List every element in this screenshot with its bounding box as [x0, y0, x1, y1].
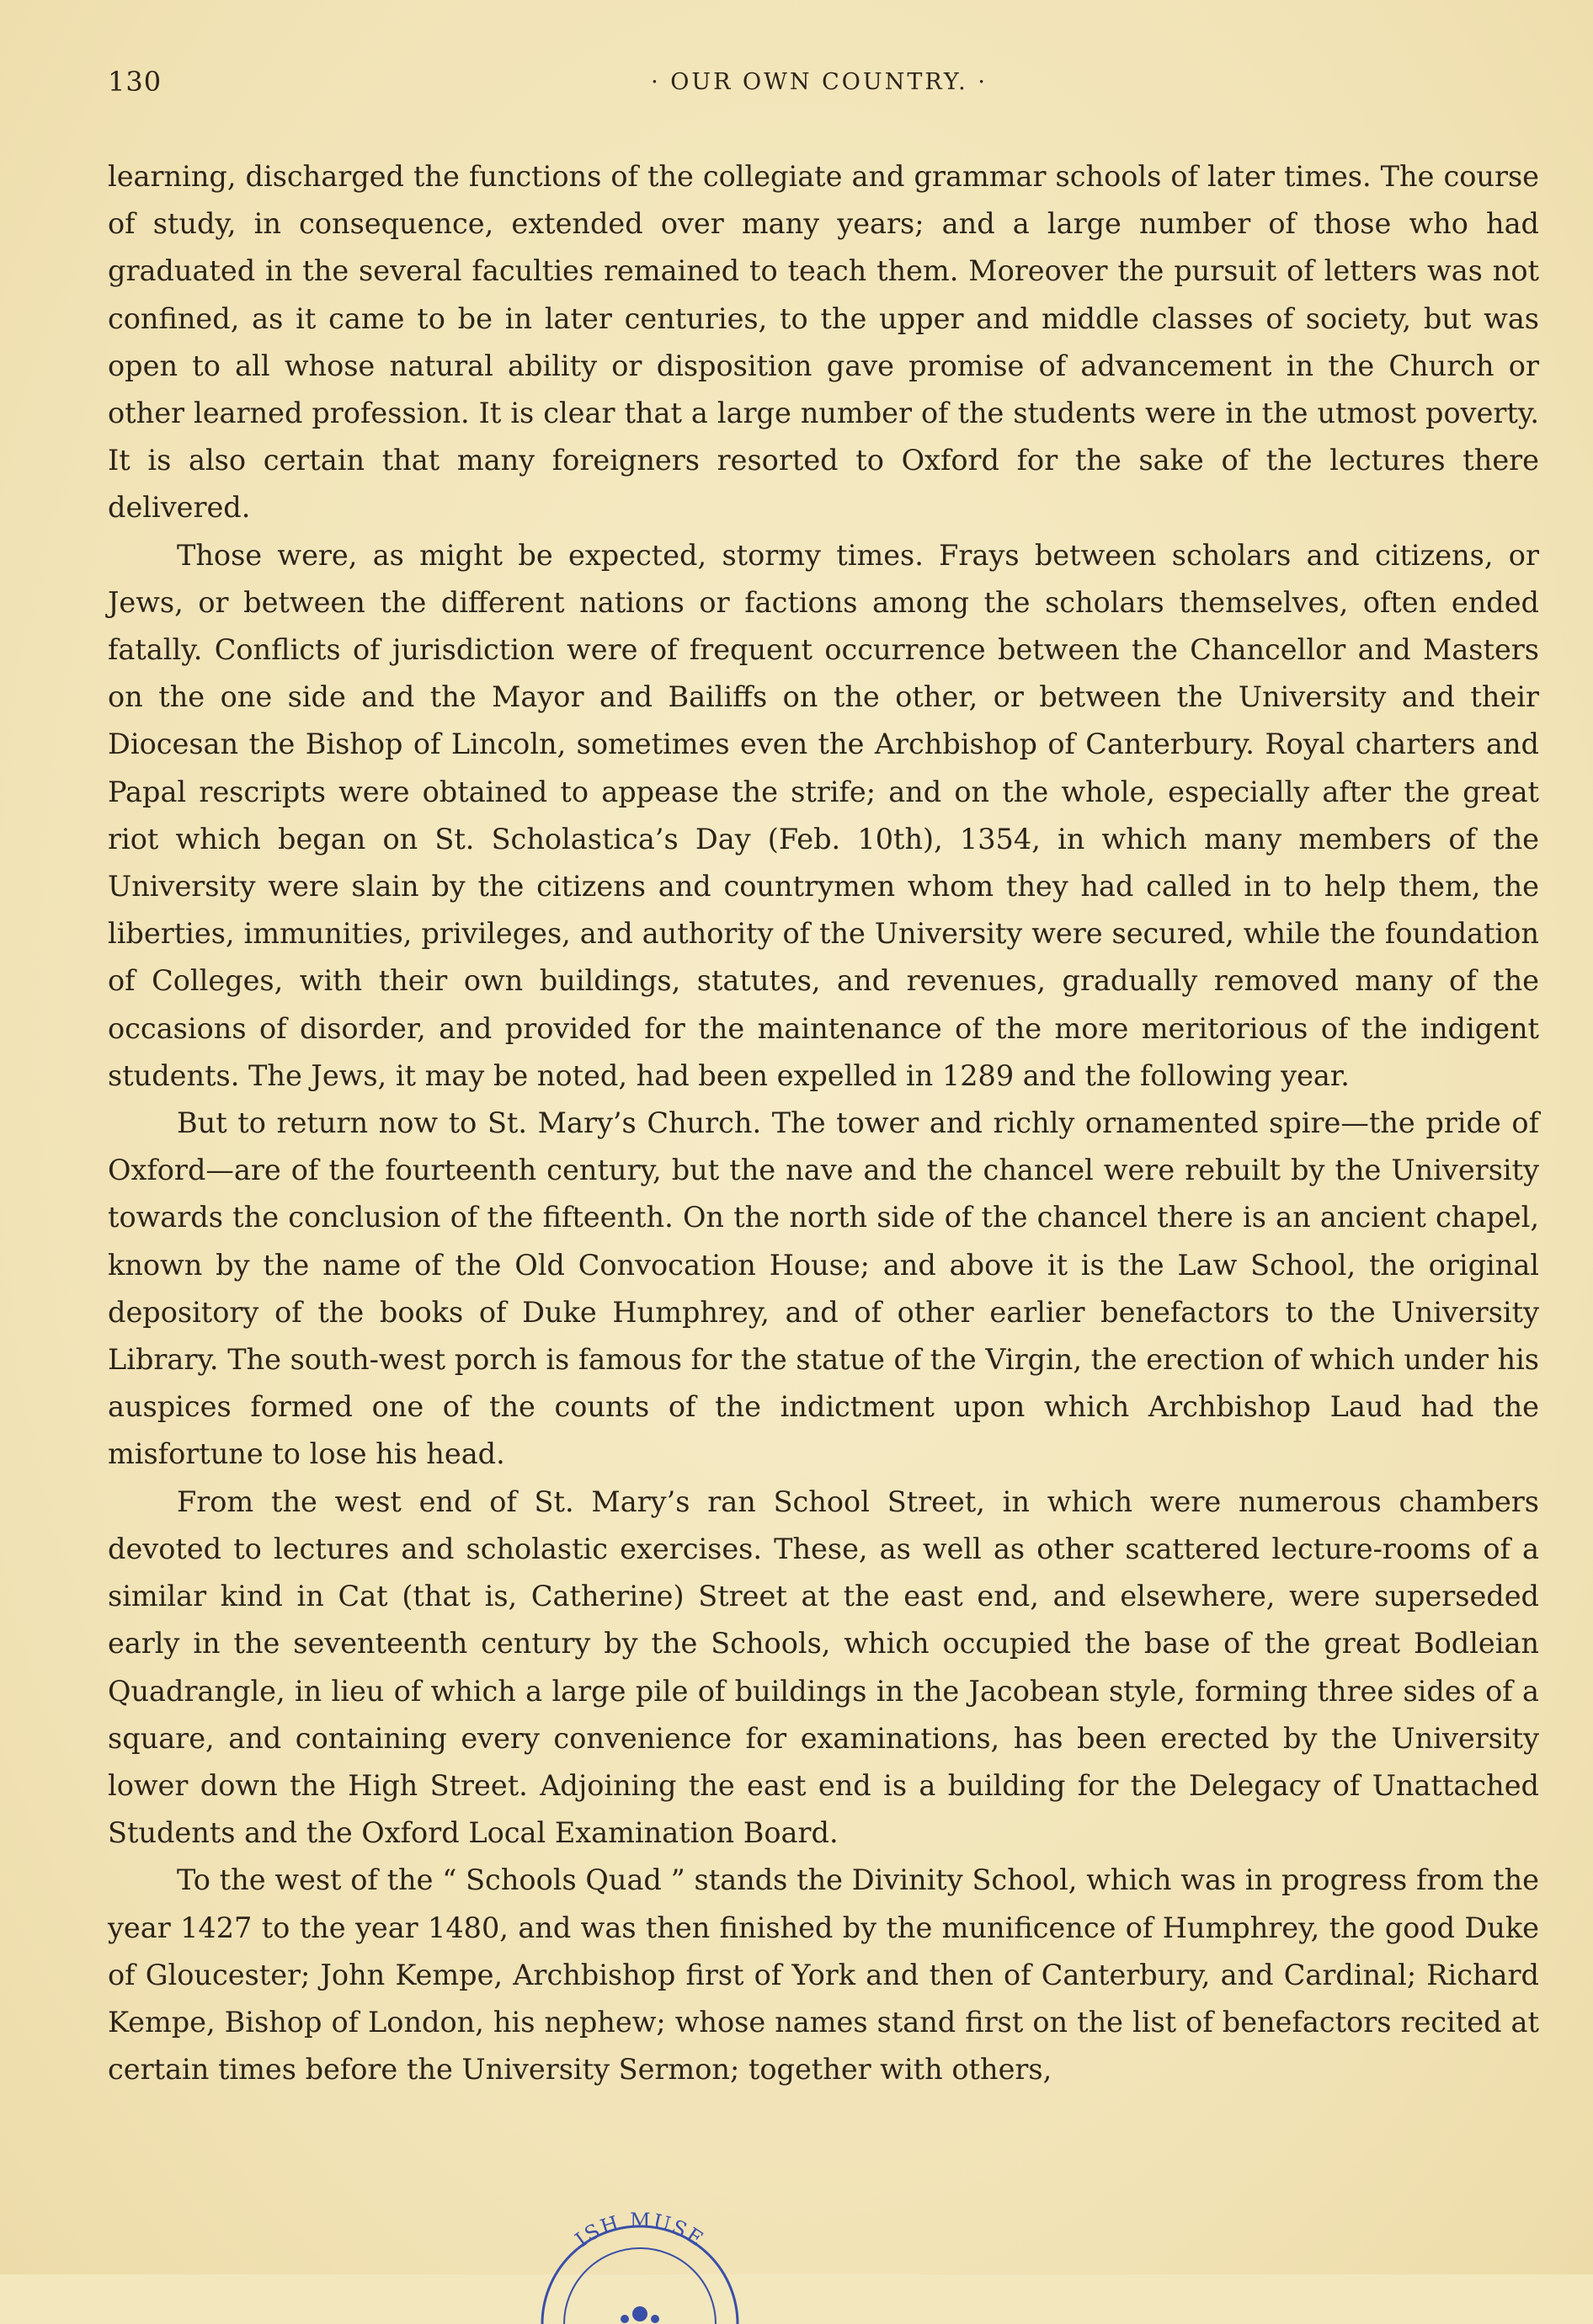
paragraph-3: But to return now to St. Mary’s Church. The tower and richly ornamented spire—the pride of Oxford—are of the fourteenth century, but the nave and the chancel were rebuilt by the University towards the conclusion of the fifteenth. On the north side of the chancel there is an ancient chapel, known by the name of the Old Convocation House; and above it is the Law School, the original depository of the books of Duke Humphrey, and of other earlier benefactors to the University Library. The south-west porch is famous for the statue of the Virgin, the erection of which under his auspices formed one of the counts of the indictment upon which Archbishop Laud had the misfortune to lose his head. — [108, 1106, 1539, 1471]
paragraph-1: learning, discharged the functions of the collegiate and grammar schools of later times. The course of study, in consequence, extended over many years; and a large number of those who had graduated in the several faculties remained to teach them. Moreover the pursuit of letters was not confined, as it came to be in later centuries, to the upper and middle classes of society, but was open to all whose natural ability or disposition gave promise of advancement in the Church or other learned profession. It is clear that a large number of the students were in the utmost poverty. It is also certain that many foreigners resorted to Oxford for the sake of the lectures there delivered. — [108, 160, 1539, 525]
page-number: 130 — [108, 66, 162, 98]
body-text — [108, 153, 1539, 2093]
library-stamp — [530, 2206, 749, 2324]
paragraph-4: From the west end of St. Mary’s ran School Street, in which were numerous chambers devoted to lectures and scholastic exercises. These, as well as other scattered lecture-rooms of a similar kind in Cat (that is, Catherine) Street at the east end, and elsewhere, were superseded early in the seventeenth century by the Schools, which occupied the base of the great Bodleian Quadrangle, in lieu of which a large pile of buildings in the Jacobean style, forming three sides of a square, and containing every convenience for examinations, has been erected by the University lower down the High Street. Adjoining the east end is a building for the Delegacy of Unattached Students and the Oxford Local Examination Board. — [108, 1484, 1539, 1850]
paragraph-5: To the west of the “ Schools Quad ” stands the Divinity School, which was in progress from the year 1427 to the year 1480, and was then finished by the munificence of Humphrey, the good Duke of Gloucester; John Kempe, Archbishop first of York and then of Canterbury, and Cardinal; Richard Kempe, Bishop of London, his nephew; whose names stand first on the list of benefactors recited at certain times before the University Sermon; together with others, — [108, 1863, 1539, 2087]
running-title: · OUR OWN COUNTRY. · — [651, 69, 988, 95]
page-header — [108, 66, 1531, 108]
stamp-text: ISH MUSE — [570, 2208, 709, 2252]
stamp-crest-icon — [621, 2306, 659, 2323]
paragraph-2: Those were, as might be expected, stormy times. Frays between scholars and citizens, or Jews, or between the different nations or factions among the scholars themselves, often ended fatally. Conflicts of jurisdiction were of frequent occurrence between the Chancellor and Masters on the one side and the Mayor and Bailiffs on the other, or between the University and their Diocesan the Bishop of Lincoln, sometimes even the Archbishop of Canterbury. Royal charters and Papal rescripts were obtained to appease the strife; and on the whole, especially after the great riot which began on St. Scholastica’s Day (Feb. 10th), 1354, in which many members of the University were slain by the citizens and countrymen whom they had called in to help them, the liberties, immunities, privileges, and authority of the University were secured, while the foundation of Colleges, with their own buildings, statutes, and revenues, gradually removed many of the occasions of disorder, and provided for the maintenance of the more meritorious of the indigent students. The Jews, it may be noted, had been expelled in 1289 and the following year. — [108, 538, 1539, 1092]
